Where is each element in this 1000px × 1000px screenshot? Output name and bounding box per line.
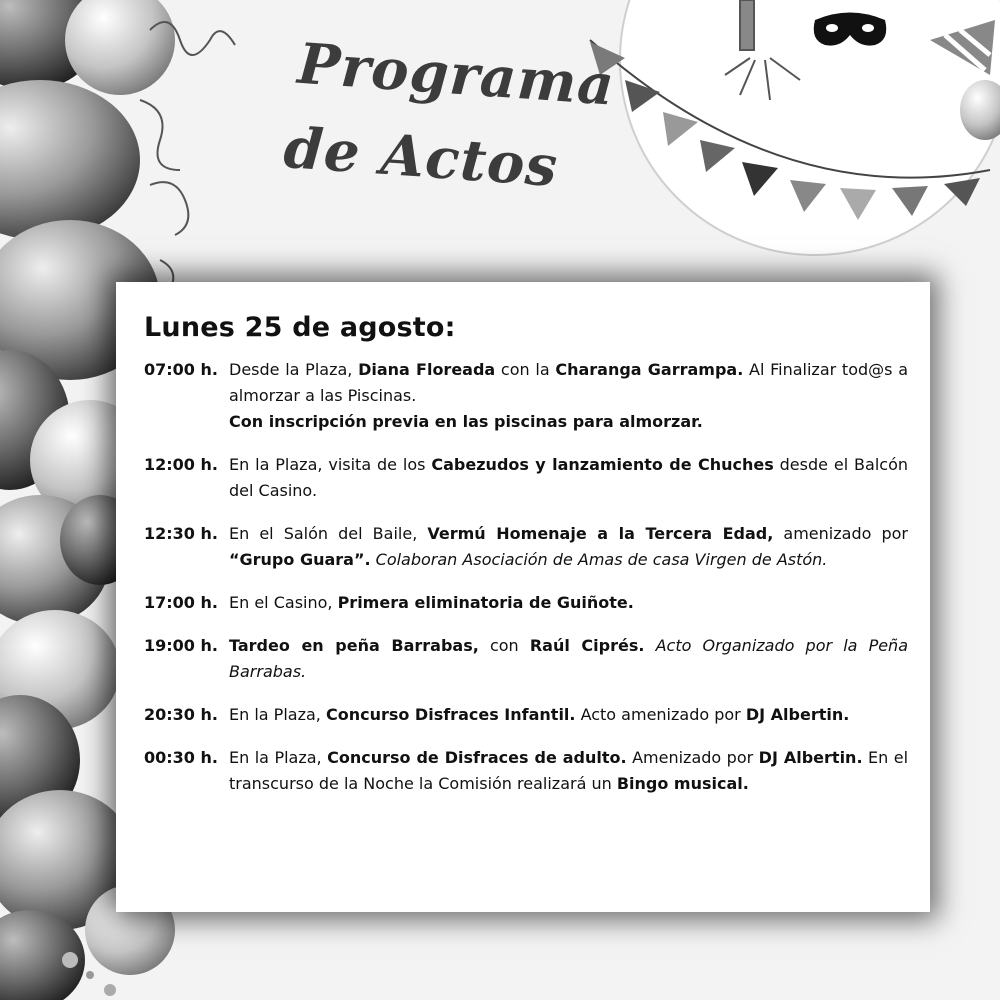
event-text-segment: Concurso de Disfraces de adulto. <box>327 748 627 767</box>
event-item <box>144 633 908 685</box>
event-text-segment: Colaboran Asociación de Amas de casa Virgen de Astón. <box>375 550 828 569</box>
schedule-card <box>116 282 930 912</box>
event-text-segment: Raúl Ciprés. <box>529 636 645 655</box>
event-time: 00:30 h. <box>144 748 218 767</box>
event-text-segment: Al Finalizar tod@s a almorzar a las Piscinas. <box>229 360 908 405</box>
program-title-line2: de Actos <box>281 114 561 200</box>
event-text-segment: Acto amenizado por <box>575 705 746 724</box>
event-text-segment: Desde la Plaza, <box>229 360 359 379</box>
event-text-segment: “Grupo Guara”. <box>229 550 371 569</box>
event-time: 17:00 h. <box>144 593 218 612</box>
event-text-segment: En la Plaza, visita de los <box>229 455 432 474</box>
event-description <box>229 633 908 685</box>
event-text-segment: En la Plaza, <box>229 748 328 767</box>
event-item <box>144 452 908 504</box>
event-text-segment: Concurso Disfraces Infantil. <box>325 705 576 724</box>
event-text-segment: Acto Organizado por la Peña Barrabas. <box>229 636 909 681</box>
event-description <box>229 702 908 728</box>
event-text-segment: Diana Floreada <box>358 360 496 379</box>
event-text-segment: DJ Albertin. <box>745 705 850 724</box>
event-text-segment: En el Casino, <box>229 593 338 612</box>
event-description <box>229 452 908 504</box>
event-text-segment: Con inscripción previa en las piscinas para almorzar. <box>229 412 703 431</box>
event-text-segment: Primera eliminatoria de Guiñote. <box>337 593 634 612</box>
event-item <box>144 702 908 728</box>
event-text-segment: con <box>478 636 530 655</box>
event-item <box>144 521 908 573</box>
event-text-segment: con la <box>495 360 556 379</box>
event-description <box>229 521 908 573</box>
event-text-segment: Charanga Garrampa. <box>555 360 744 379</box>
event-text-segment: Vermú Homenaje a la Tercera Edad, <box>427 524 774 543</box>
event-time: 19:00 h. <box>144 636 218 655</box>
event-text-segment: amenizado por <box>773 524 908 543</box>
event-text-segment: En el Salón del Baile, <box>229 524 428 543</box>
event-text-segment: Amenizado por <box>626 748 759 767</box>
event-time: 07:00 h. <box>144 360 218 379</box>
event-description <box>229 357 908 435</box>
event-list <box>144 357 908 797</box>
event-text-segment <box>644 636 655 655</box>
event-time: 12:00 h. <box>144 455 218 474</box>
event-time: 12:30 h. <box>144 524 218 543</box>
event-item <box>144 590 908 616</box>
event-text-segment: Tardeo en peña Barrabas, <box>229 636 479 655</box>
event-text-segment: DJ Albertin. <box>758 748 863 767</box>
event-text-segment: desde el Balcón del Casino. <box>229 455 909 500</box>
event-description <box>229 745 908 797</box>
event-text-segment: En la Plaza, <box>229 705 326 724</box>
program-title <box>274 20 617 230</box>
event-item <box>144 357 908 435</box>
event-text-segment: En el transcurso de la Noche la Comisión realizará un <box>229 748 909 793</box>
event-description <box>229 590 908 616</box>
event-text-segment: Cabezudos y lanzamiento de Chuches <box>431 455 774 474</box>
event-item <box>144 745 908 797</box>
program-title-line1: Programa <box>295 30 617 119</box>
event-text-segment: Bingo musical. <box>616 774 749 793</box>
day-title: Lunes 25 de agosto: <box>144 312 456 343</box>
event-time: 20:30 h. <box>144 705 218 724</box>
